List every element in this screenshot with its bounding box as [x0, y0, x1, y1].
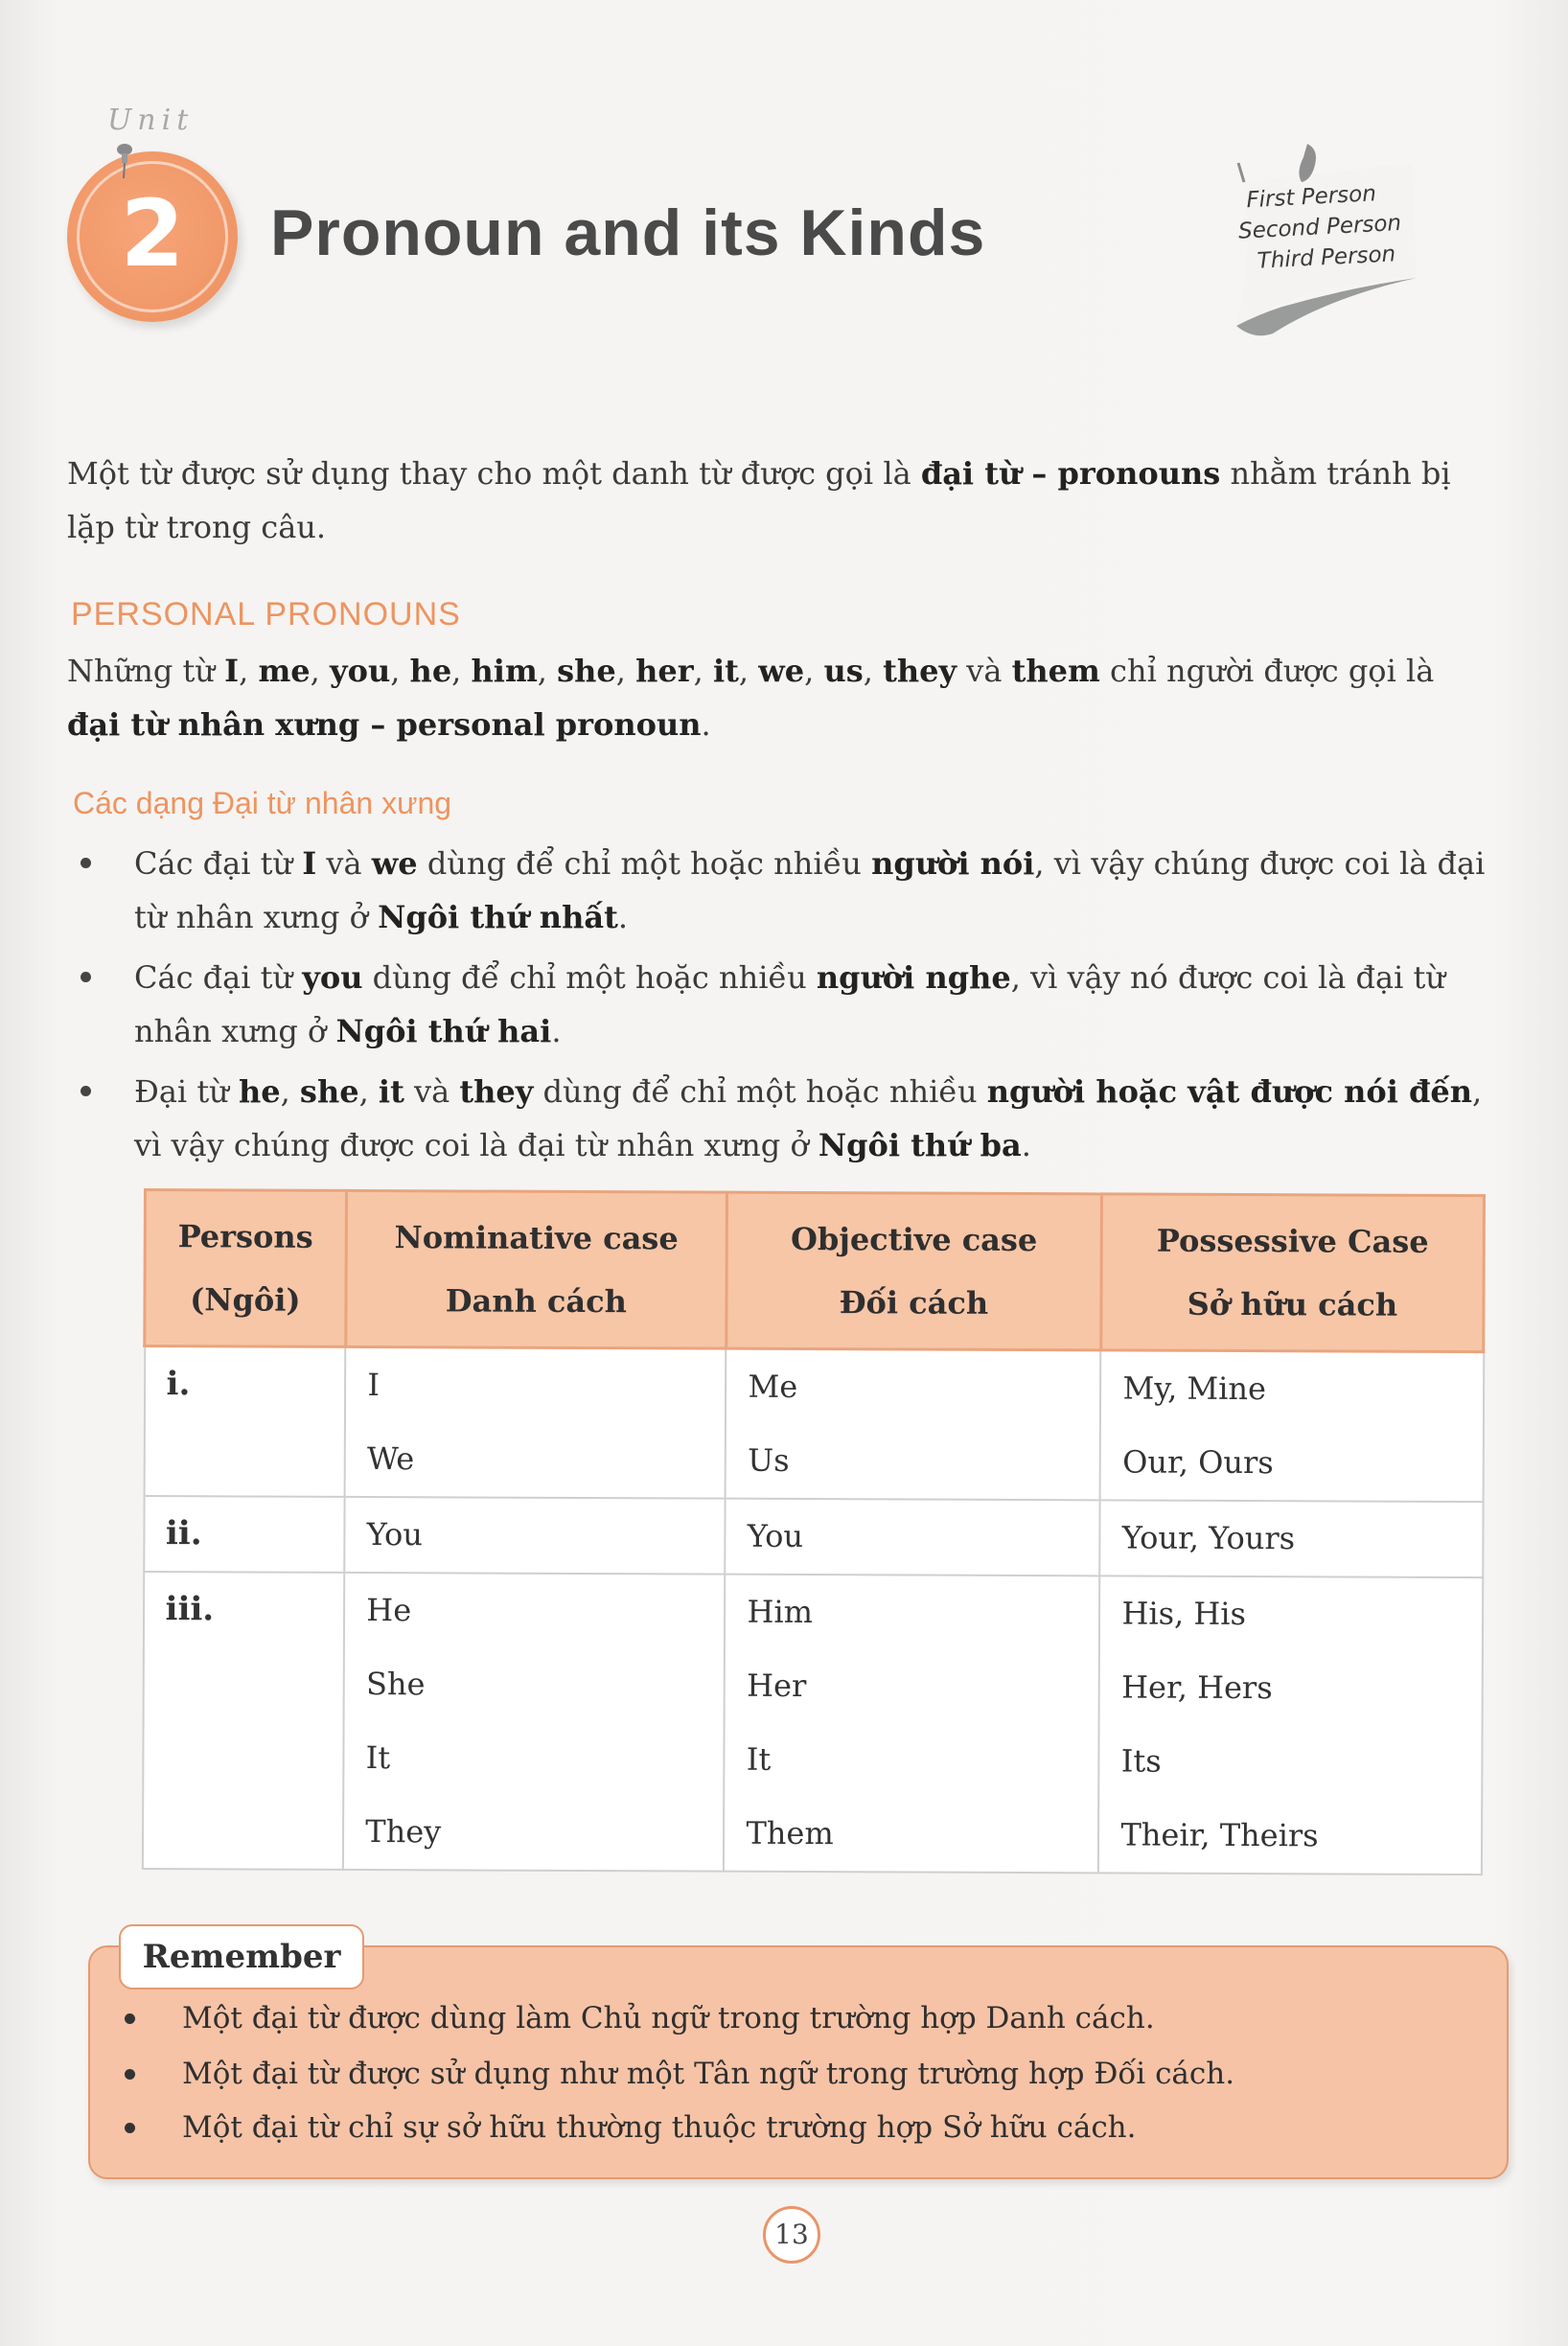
intro-term: đại từ – pronouns — [920, 455, 1221, 492]
possessive-cell: Your, Yours — [1100, 1500, 1483, 1577]
bullet-first-person — [81, 837, 1489, 944]
bullet-dot — [125, 2069, 135, 2080]
table-row — [142, 1572, 1482, 1874]
nominative-cell: You — [345, 1497, 726, 1575]
objective-cell: Me Us — [726, 1348, 1101, 1500]
pp-word: I — [224, 653, 240, 689]
pp-comma: , — [615, 653, 636, 689]
corner-item-second: Second Person — [1237, 210, 1402, 244]
pp-word: they — [883, 653, 957, 689]
objective-cell: You — [726, 1499, 1100, 1576]
remember-text: Một đại từ được sử dụng như một Tân ngữ trong trường hợp Đối cách. — [182, 2057, 1235, 2091]
pp-word: you — [330, 653, 391, 689]
intro-text: Một từ được sử dụng thay cho một danh từ được gọi là — [67, 455, 921, 492]
pp-word: us — [823, 653, 864, 689]
remember-text: Một đại từ được dùng làm Chủ ngữ trong trường hợp Danh cách. — [182, 2001, 1155, 2036]
nominative-cell: I We — [345, 1346, 726, 1498]
table-row — [144, 1346, 1484, 1503]
bullet-text: Các đại từ you dùng để chỉ một hoặc nhiều người nghe, vì vậy nó được coi là đại từ nhân xưng ở Ngôi thứ hai. — [134, 959, 1445, 1049]
page-number: 13 — [763, 2206, 820, 2264]
pushpin-icon — [113, 142, 136, 180]
person-cell: i. — [144, 1346, 345, 1497]
intro-text-end: nhằm tránh bị lặp từ trong câu. — [67, 455, 1451, 545]
unit-number: 2 — [120, 180, 185, 288]
nominative-cell: He She It They — [343, 1573, 726, 1872]
sub-heading: Các dạng Đại từ nhân xưng — [73, 786, 452, 820]
table-header-row — [145, 1190, 1485, 1352]
unit-label: Unit — [107, 104, 195, 137]
remember-item — [125, 2053, 1466, 2095]
corner-item-third: Third Person — [1257, 242, 1396, 274]
pp-comma: , — [390, 653, 410, 689]
pp-word: she — [557, 653, 616, 689]
person-cell: iii. — [142, 1572, 344, 1870]
pp-comma: , — [804, 653, 824, 689]
page-title: Pronoun and its Kinds — [270, 196, 986, 269]
pp-word: we — [758, 653, 805, 689]
bullet-text: Các đại từ I và we dùng để chỉ một hoặc nhiều người nói, vì vậy chúng được coi là đại từ nhân xưng ở Ngôi thứ nhất. — [134, 845, 1486, 935]
person-cell: ii. — [144, 1496, 345, 1573]
bullet-dot — [81, 858, 91, 868]
pp-word: him — [471, 653, 538, 689]
bullet-second-person — [81, 951, 1489, 1058]
bullet-dot — [81, 972, 91, 982]
pp-term: đại từ nhân xưng – personal pronoun — [67, 706, 702, 743]
header-possessive: Possessive Case Sở hữu cách — [1101, 1194, 1485, 1352]
pp-word: me — [258, 653, 311, 689]
bullet-third-person — [81, 1065, 1489, 1172]
remember-item — [125, 2106, 1466, 2149]
person-list-note — [1237, 175, 1442, 277]
pp-comma: , — [693, 653, 713, 689]
header-objective: Objective case Đối cách — [726, 1192, 1102, 1350]
pp-comma: , — [239, 653, 259, 689]
remember-title: Remember — [119, 1924, 364, 1990]
pp-word: her — [635, 653, 694, 689]
bullet-dot — [81, 1086, 91, 1096]
pp-text: Những từ — [67, 653, 225, 689]
pp-comma: , — [310, 653, 330, 689]
table-row — [144, 1496, 1483, 1577]
pronoun-table — [141, 1188, 1486, 1875]
pp-comma: , — [863, 653, 884, 689]
remember-item — [125, 1997, 1466, 2039]
pp-word: them — [1011, 653, 1100, 689]
possessive-cell: My, Mine Our, Ours — [1100, 1350, 1484, 1502]
personal-paragraph — [67, 644, 1486, 751]
possessive-cell: His, His Her, Hers Its Their, Theirs — [1098, 1576, 1482, 1874]
unit-badge — [67, 151, 238, 322]
bullet-dot — [125, 2123, 135, 2133]
bullet-text: Đại từ he, she, it và they dùng để chỉ một hoặc nhiều người hoặc vật được nói đến, vì vậy chúng được coi là đại từ nhân xưng ở Ngôi thứ ba. — [134, 1073, 1483, 1163]
pp-text: chỉ người được gọi là — [1099, 653, 1435, 689]
header-nominative: Nominative case Danh cách — [346, 1190, 727, 1348]
header-persons: Persons (Ngôi) — [145, 1190, 346, 1347]
pp-period: . — [701, 706, 711, 743]
intro-paragraph — [67, 447, 1486, 554]
pp-and: và — [957, 653, 1012, 689]
section-heading: PERSONAL PRONOUNS — [71, 596, 461, 632]
remember-text: Một đại từ chỉ sự sở hữu thường thuộc trường hợp Sở hữu cách. — [182, 2110, 1137, 2145]
pp-word: he — [409, 653, 452, 689]
bullet-dot — [125, 2013, 135, 2024]
pp-word: it — [712, 653, 739, 689]
objective-cell: Him Her It Them — [724, 1575, 1099, 1874]
pp-comma: , — [738, 653, 759, 689]
pp-comma: , — [537, 653, 558, 689]
corner-item-first: First Person — [1245, 181, 1377, 214]
pp-comma: , — [451, 653, 472, 689]
